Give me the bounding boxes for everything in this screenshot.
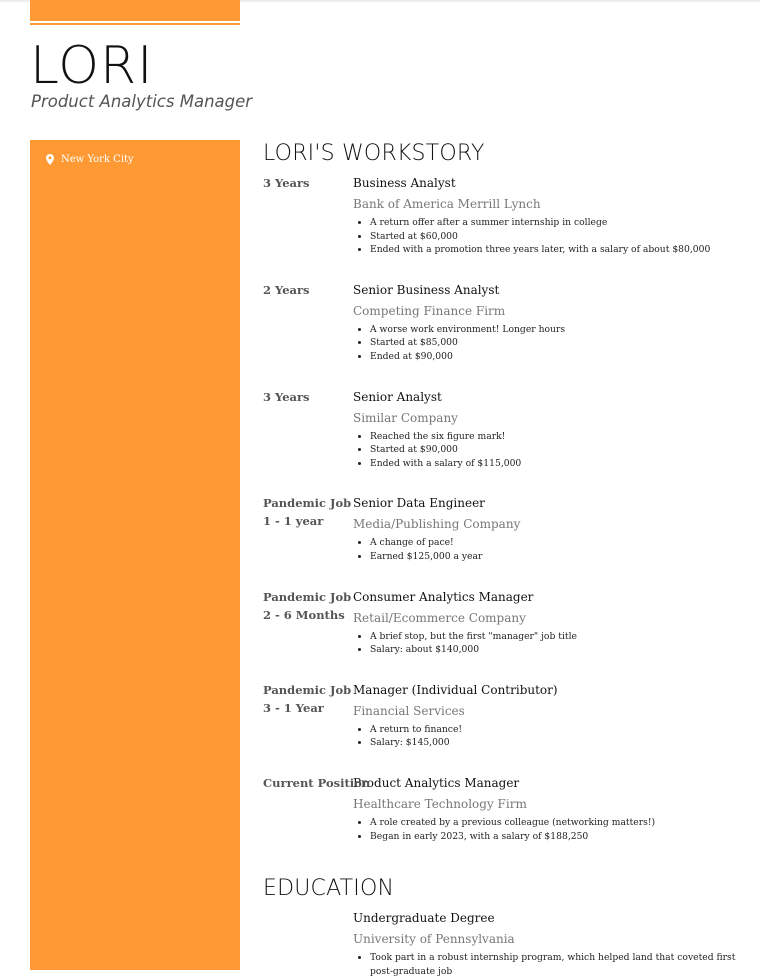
candidate-title: Product Analytics Manager [31, 92, 253, 111]
entry-period: 2 Years [263, 282, 310, 297]
entry-company: Media/Publishing Company [353, 517, 521, 532]
entry-bullet: • Started at $60,000 [370, 230, 743, 244]
entry-company: Bank of America Merrill Lynch [353, 197, 541, 211]
entry-bullet: • A return offer after a summer internship in college [370, 216, 743, 230]
entry-company: Similar Company [353, 410, 458, 425]
entry-bullet: • A return to finance! [370, 723, 743, 737]
entry-period: Pandemic Job 1 - 1 year [263, 496, 352, 529]
entry-role: Consumer Analytics Manager [353, 589, 534, 604]
entry-role: Senior Business Analyst [353, 282, 500, 297]
workstory-heading: LORI'S WORKSTORY [263, 141, 485, 166]
entry-bullets [353, 630, 743, 657]
entry-bullets [353, 816, 743, 843]
entry-company: Retail/Ecommerce Company [353, 610, 526, 625]
entry-role: Senior Analyst [353, 389, 442, 404]
work-entry [263, 174, 743, 257]
entry-bullet: • Earned $125,000 a year [370, 550, 743, 564]
entry-bullet: • Started at $90,000 [370, 443, 743, 457]
entry-bullet: • A worse work environment! Longer hours [370, 323, 743, 337]
entry-bullet: • Reached the six figure mark! [370, 430, 743, 444]
entry-role: Manager (Individual Contributor) [353, 682, 558, 697]
education-bullet: • Took part in a robust internship program, which helped land that coveted first post-graduate job [370, 951, 743, 978]
entry-bullet: • Ended with a promotion three years later, with a salary of about $80,000 [370, 243, 743, 257]
location [46, 154, 134, 165]
main-content [263, 140, 743, 978]
education-bullets [353, 951, 743, 978]
entry-bullet: • A change of pace! [370, 536, 743, 550]
entry-bullets [353, 723, 743, 750]
entry-role: Product Analytics Manager [353, 775, 520, 790]
entry-bullet: • Started at $85,000 [370, 336, 743, 350]
entry-bullet: • Began in early 2023, with a salary of $188,250 [370, 830, 743, 844]
header-accent-bar [30, 0, 240, 21]
education-heading: EDUCATION [263, 876, 395, 902]
map-pin-icon [46, 154, 54, 165]
entry-bullet: • Salary: $145,000 [370, 736, 743, 750]
sidebar [30, 140, 240, 970]
entry-company: Financial Services [353, 703, 465, 718]
entry-role: Senior Data Engineer [353, 496, 485, 511]
entry-bullets [353, 216, 743, 257]
entry-period: Current Position [263, 775, 371, 790]
entry-period: Pandemic Job 3 - 1 Year [263, 682, 352, 715]
header-accent-line [30, 23, 240, 25]
work-entry [263, 588, 743, 657]
work-entry [263, 281, 743, 364]
work-entry [263, 774, 743, 843]
entry-bullets [353, 536, 743, 563]
entry-bullet: • A role created by a previous colleague (networking matters!) [370, 816, 743, 830]
entry-period: Pandemic Job 2 - 6 Months [263, 589, 352, 622]
entry-bullets [353, 323, 743, 364]
work-entry [263, 494, 743, 563]
entry-bullet: • Ended at $90,000 [370, 350, 743, 364]
work-entry [263, 388, 743, 471]
entry-bullet: • A brief stop, but the first "manager" job title [370, 630, 743, 644]
entry-bullets [353, 430, 743, 471]
entry-period: 3 Years [263, 389, 310, 404]
education-entry [263, 909, 743, 978]
candidate-name: LORI [30, 36, 154, 96]
entry-role: Business Analyst [353, 176, 456, 190]
entry-company: Competing Finance Firm [353, 303, 506, 318]
entry-bullet: • Ended with a salary of $115,000 [370, 457, 743, 471]
entry-company: Healthcare Technology Firm [353, 796, 527, 811]
entry-period: 3 Years [263, 176, 310, 190]
entry-bullet: • Salary: about $140,000 [370, 643, 743, 657]
work-entry [263, 681, 743, 750]
location-text: New York City [61, 154, 134, 165]
education-school: University of Pennsylvania [353, 932, 515, 947]
education-degree: Undergraduate Degree [353, 911, 495, 926]
